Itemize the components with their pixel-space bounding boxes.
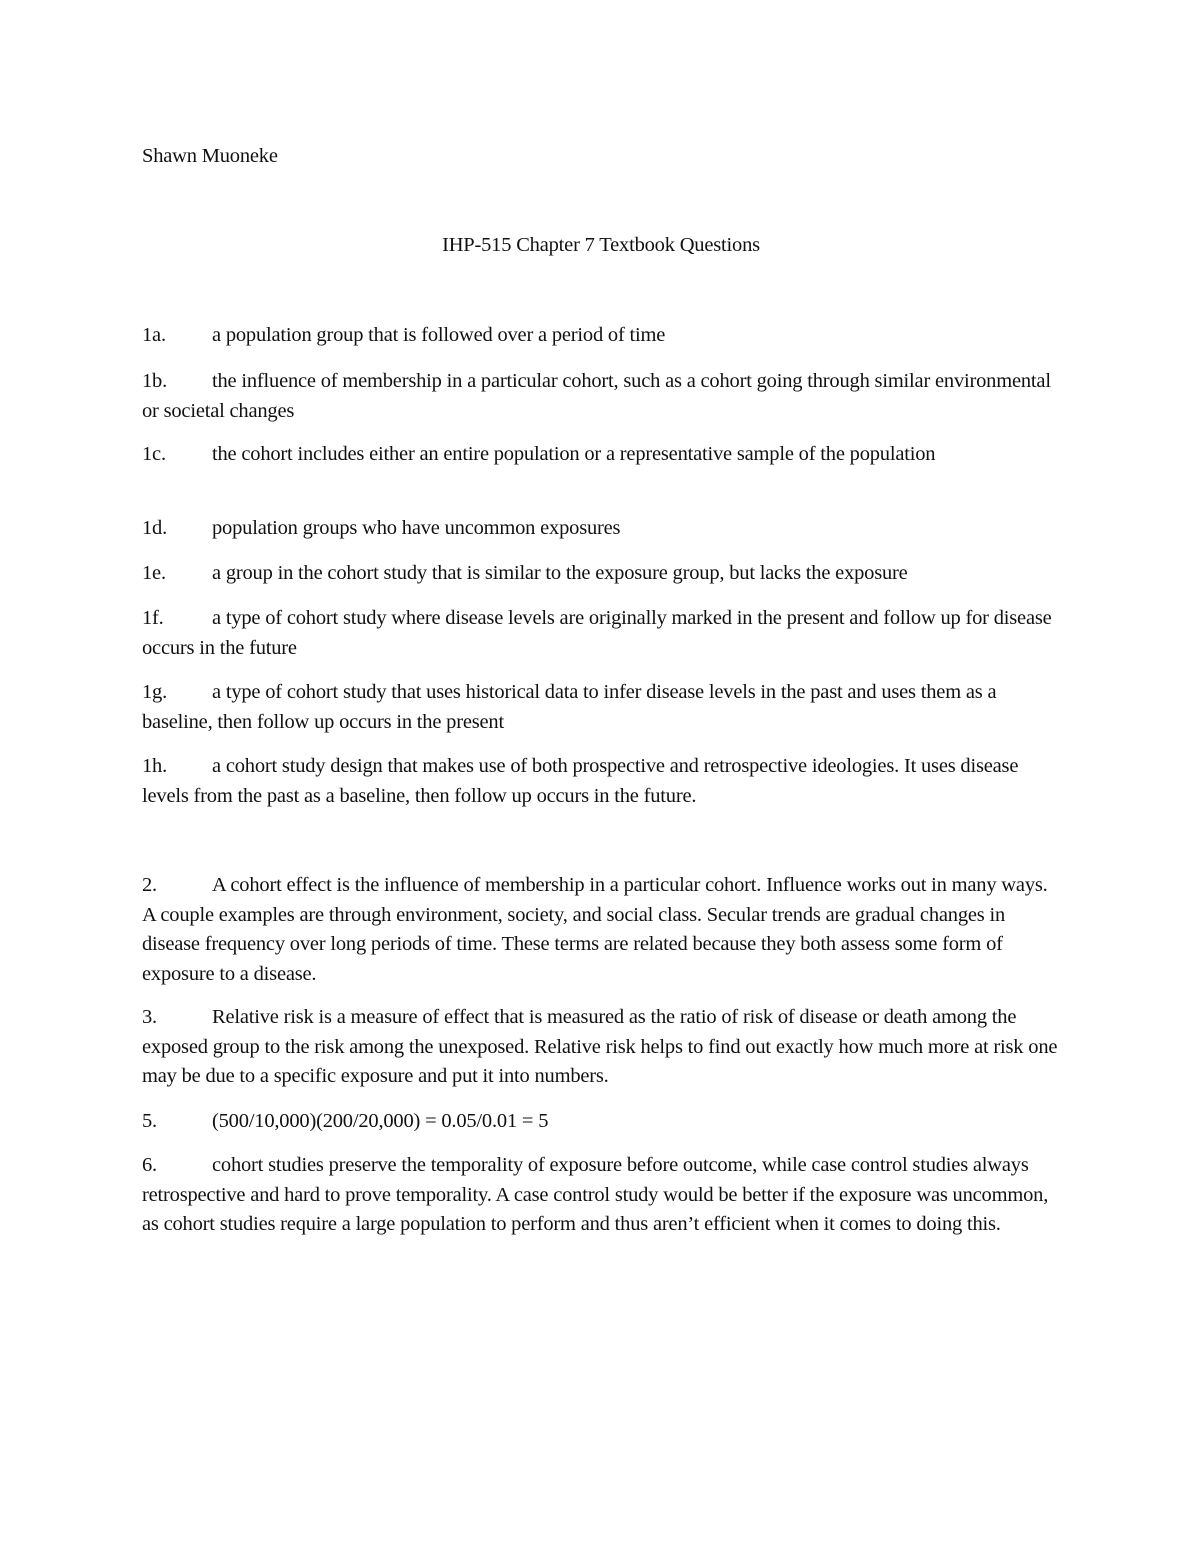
answer-1c xyxy=(142,440,1060,470)
answer-1b xyxy=(142,367,1060,426)
document-title: IHP-515 Chapter 7 Textbook Questions xyxy=(442,234,760,256)
answer-5 xyxy=(142,1107,1060,1137)
answer-text: the influence of membership in a particular cohort, such as a cohort going through similar environmental or societal changes xyxy=(142,370,1051,422)
answer-label: 3. xyxy=(142,1006,157,1028)
answer-label: 1f. xyxy=(142,607,164,629)
answer-1f xyxy=(142,604,1060,663)
answer-text: the cohort includes either an entire population or a representative sample of the population xyxy=(212,443,936,465)
answer-1a xyxy=(142,321,1060,351)
answer-text: (500/10,000)(200/20,000) = 0.05/0.01 = 5 xyxy=(212,1110,549,1132)
answer-label: 1g. xyxy=(142,681,168,703)
answer-text: a group in the cohort study that is similar to the exposure group, but lacks the exposure xyxy=(212,562,908,584)
answer-1e xyxy=(142,559,1060,589)
answer-label: 1a. xyxy=(142,324,166,346)
answer-text: A cohort effect is the influence of membership in a particular cohort. Influence works out in many ways. A couple examples are through environment, society, and social class. Secular trends are gradual changes in disease frequency over long periods of time. These terms are related because they both assess some form of exposure to a disease. xyxy=(142,874,1048,985)
answer-1h xyxy=(142,752,1060,811)
answer-1g xyxy=(142,678,1060,737)
answer-label: 5. xyxy=(142,1110,157,1132)
answer-text: a type of cohort study where disease levels are originally marked in the present and follow up for disease occurs in the future xyxy=(142,607,1052,659)
author-name: Shawn Muoneke xyxy=(142,145,278,167)
answer-label: 1c. xyxy=(142,443,166,465)
answer-text: population groups who have uncommon exposures xyxy=(212,517,621,539)
answer-text: a cohort study design that makes use of both prospective and retrospective ideologies. It uses disease levels from the past as a baseline, then follow up occurs in the future. xyxy=(142,755,1019,807)
answer-label: 2. xyxy=(142,874,157,896)
answer-label: 1b. xyxy=(142,370,168,392)
answer-text: cohort studies preserve the temporality of exposure before outcome, while case control studies always retrospective and hard to prove temporality. A case control study would be better if the exposure was uncommon, as cohort studies require a large population to perform and thus aren’t efficient when it comes to doing this. xyxy=(142,1154,1049,1235)
answer-1d xyxy=(142,514,1060,544)
answer-6 xyxy=(142,1151,1060,1240)
answer-label: 1d. xyxy=(142,517,168,539)
answer-label: 6. xyxy=(142,1154,157,1176)
answer-label: 1e. xyxy=(142,562,166,584)
answer-text: Relative risk is a measure of effect that is measured as the ratio of risk of disease or death among the exposed group to the risk among the unexposed. Relative risk helps to find out exactly how much more at risk one may be due to a specific exposure and put it into numbers. xyxy=(142,1006,1058,1087)
answer-text: a type of cohort study that uses historical data to infer disease levels in the past and uses them as a baseline, then follow up occurs in the present xyxy=(142,681,997,733)
answer-3 xyxy=(142,1003,1060,1092)
answer-2 xyxy=(142,871,1060,989)
answer-label: 1h. xyxy=(142,755,168,777)
answer-text: a population group that is followed over a period of time xyxy=(212,324,666,346)
